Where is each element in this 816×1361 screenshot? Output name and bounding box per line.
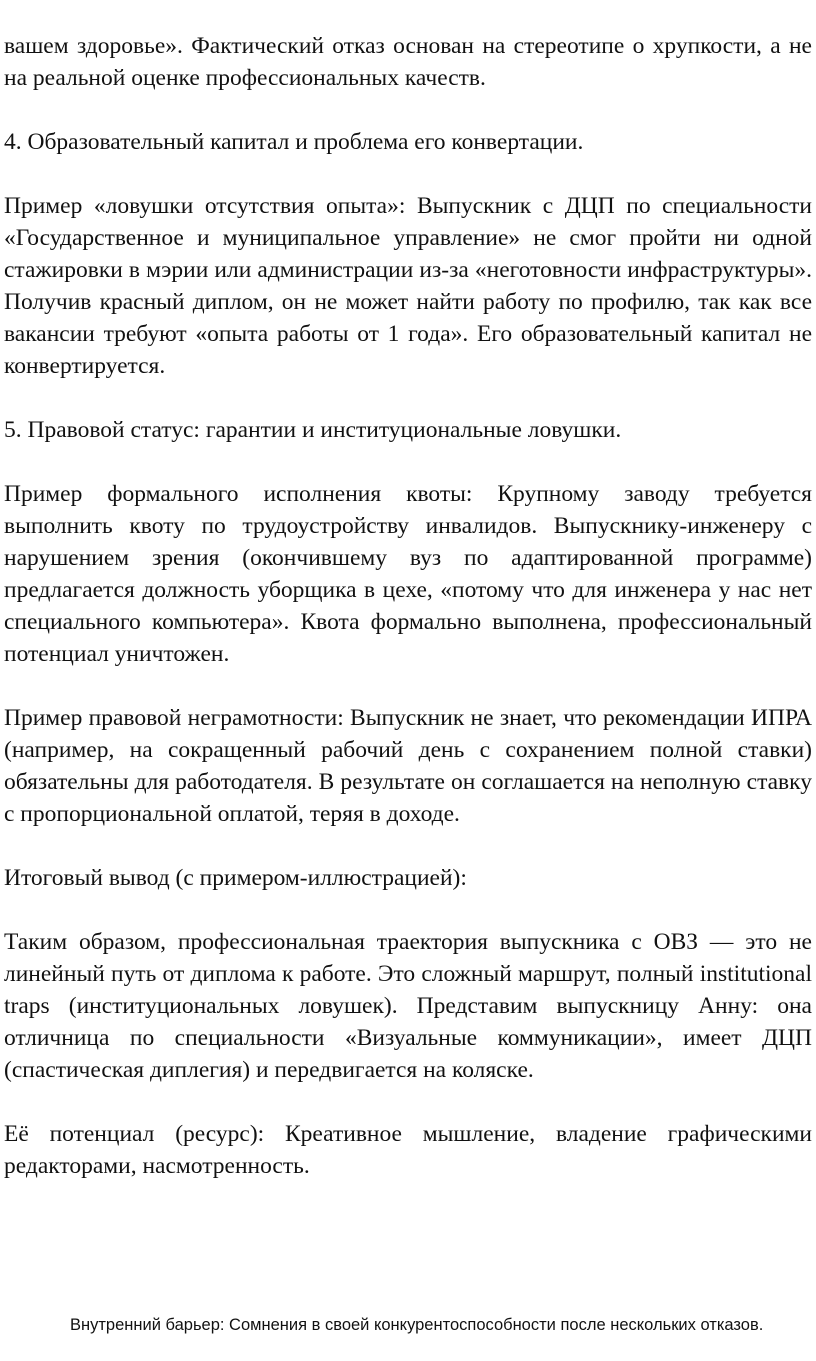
paragraph-gap bbox=[4, 894, 812, 926]
paragraph-experience-trap: Пример «ловушки отсутствия опыта»: Выпускник с ДЦП по специальности «Государственное и муниципальное управление» не смог пройти ни одной стажировки в мэрии или администрации из-за «неготовности инфраструктуры». Получив красный диплом, он не может найти работу по профилю, так как все вакансии требуют «опыта работы от 1 года». Его образовательный капитал не конвертируется. bbox=[4, 193, 812, 379]
paragraph-conclusion: Таким образом, профессиональная траектория выпускника с ОВЗ — это не линейный путь от диплома к работе. Это сложный маршрут, полный institutional traps (институциональных ловушек). Представим выпускницу Анну: она отличница по специальности «Визуальные коммуникации», имеет ДЦП (спастическая диплегия) и передвигается на коляске. bbox=[4, 929, 812, 1083]
paragraph-potential: Её потенциал (ресурс): Креативное мышление, владение графическими редакторами, насмотренность. bbox=[4, 1121, 812, 1179]
paragraph-gap bbox=[4, 670, 812, 702]
document-body bbox=[4, 30, 812, 1182]
paragraph-gap bbox=[4, 382, 812, 414]
paragraph-quota-example: Пример формального исполнения квоты: Крупному заводу требуется выполнить квоту по трудоустройству инвалидов. Выпускнику-инженеру с нарушением зрения (окончившему вуз по адаптированной программе) предлагается должность уборщика в цехе, «потому что для инженера у нас нет специального компьютера». Квота формально выполнена, профессиональный потенциал уничтожен. bbox=[4, 481, 812, 667]
paragraph-legal-illiteracy: Пример правовой неграмотности: Выпускник не знает, что рекомендации ИПРА (например, на сокращенный рабочий день с сохранением полной ставки) обязательны для работодателя. В результате он соглашается на неполную ставку с пропорциональной оплатой, теряя в доходе. bbox=[4, 705, 812, 827]
paragraph-gap bbox=[4, 158, 812, 190]
footer-note: Внутренний барьер: Сомнения в своей конкурентоспособности после нескольких отказов. bbox=[70, 1316, 764, 1334]
paragraph-gap bbox=[4, 94, 812, 126]
paragraph-gap bbox=[4, 1086, 812, 1118]
paragraph-intro-fragment: вашем здоровье». Фактический отказ основан на стереотипе о хрупкости, а не на реальной оценке профессиональных качеств. bbox=[4, 33, 812, 91]
section-heading-4: 4. Образовательный капитал и проблема его конвертации. bbox=[4, 129, 584, 155]
paragraph-gap bbox=[4, 446, 812, 478]
section-heading-5: 5. Правовой статус: гарантии и институциональные ловушки. bbox=[4, 417, 622, 443]
conclusion-heading: Итоговый вывод (с примером-иллюстрацией): bbox=[4, 865, 467, 891]
paragraph-gap bbox=[4, 830, 812, 862]
